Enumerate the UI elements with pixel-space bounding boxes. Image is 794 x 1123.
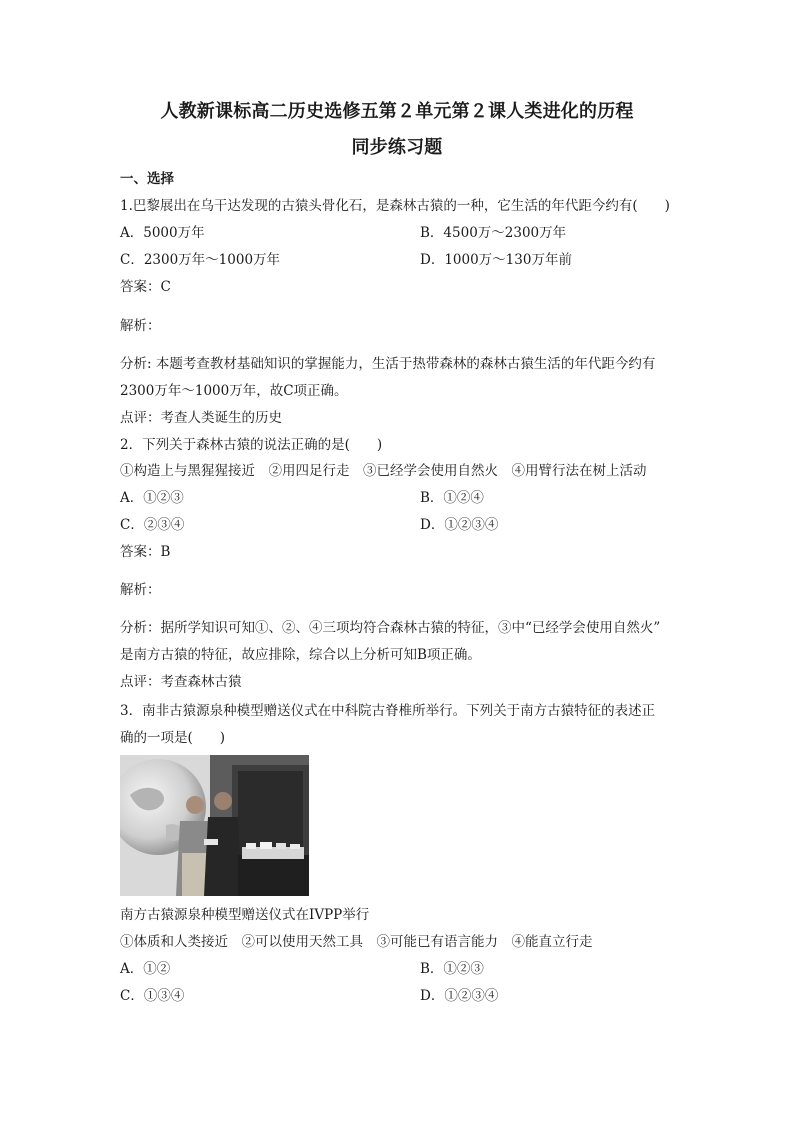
ceremony-photo-illustration (120, 755, 309, 896)
question-1-analysis-line2: 2300万年～1000万年，故C项正确。 (120, 383, 348, 399)
ceremony-photo (120, 755, 309, 896)
question-1-option-d: D．1000万～130万年前 (420, 252, 572, 268)
question-2-option-b: B．①②④ (420, 490, 484, 506)
question-3-option-c: C．①③④ (120, 988, 185, 1004)
question-1-option-a: A．5000万年 (120, 225, 205, 241)
question-1-option-c: C．2300万年～1000万年 (120, 252, 281, 268)
question-3-option-a: A．①② (120, 961, 171, 977)
question-2-stem: 2．下列关于森林古猿的说法正确的是( ) (120, 437, 383, 453)
question-2-answer: 答案：B (120, 544, 171, 560)
question-3-statements: ①体质和人类接近 ②可以使用天然工具 ③可能已有语言能力 ④能直立行走 (120, 934, 593, 950)
question-1-option-b: B．4500万～2300万年 (420, 225, 567, 241)
question-3-option-b: B．①②③ (420, 961, 484, 977)
question-1-comment: 点评：考查人类诞生的历史 (120, 410, 282, 426)
section-heading: 一、选择 (120, 171, 174, 187)
question-2-option-a: A．①②③ (120, 490, 184, 506)
question-3-stem-line1: 3．南非古猿源泉种模型赠送仪式在中科院古脊椎所举行。下列关于南方古猿特征的表述正 (120, 703, 656, 719)
question-3-photo-caption: 南方古猿源泉种模型赠送仪式在IVPP举行 (120, 907, 370, 923)
question-1-analysis-line1: 分析: 本题考查教材基础知识的掌握能力，生活于热带森林的森林古猿生活的年代距今约有 (120, 356, 656, 372)
question-2-analysis-label: 解析： (120, 582, 161, 598)
question-2-analysis-line1: 分析：据所学知识可知①、②、④三项均符合森林古猿的特征，③中“已经学会使用自然火” (120, 620, 661, 636)
question-2-statements: ①构造上与黑猩猩接近 ②用四足行走 ③已经学会使用自然火 ④用臂行法在树上活动 (120, 463, 647, 479)
question-1-analysis-label: 解析： (120, 318, 161, 334)
question-2-comment: 点评：考查森林古猿 (120, 674, 242, 690)
question-2-option-c: C．②③④ (120, 517, 185, 533)
question-3-stem-line2: 确的一项是( ) (120, 730, 226, 746)
question-1-stem: 1.巴黎展出在乌干达发现的古猿头骨化石，是森林古猿的一种，它生活的年代距今约有( ) (120, 198, 670, 214)
document-title: 人教新课标高二历史选修五第２单元第２课人类进化的历程 (160, 101, 634, 122)
question-2-analysis-line2: 是南方古猿的特征，故应排除，综合以上分析可知B项正确。 (120, 647, 481, 663)
question-3-option-d: D．①②③④ (420, 988, 499, 1004)
question-2-option-d: D．①②③④ (420, 517, 499, 533)
question-1-answer: 答案：C (120, 279, 171, 295)
document-subtitle: 同步练习题 (351, 137, 443, 158)
